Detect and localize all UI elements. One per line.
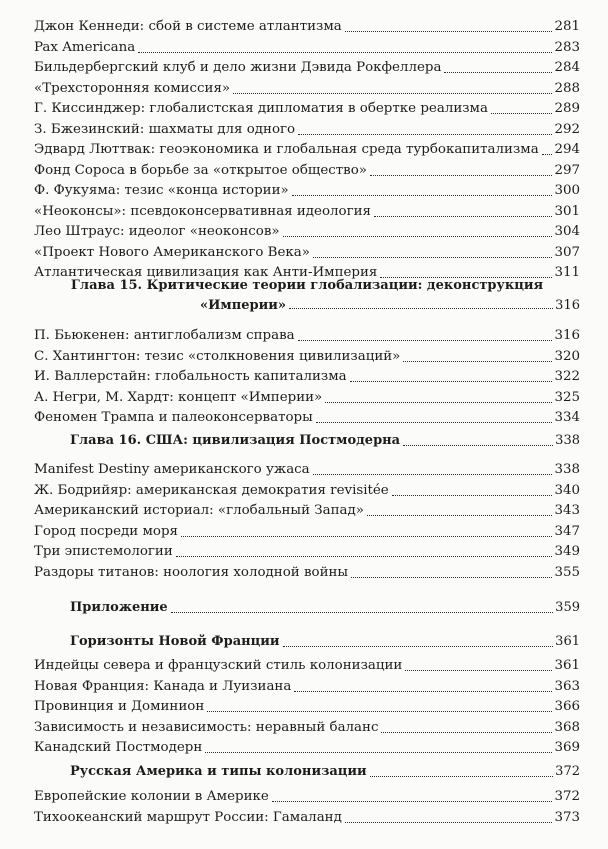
toc-entry-title: С. Хантингтон: тезис «столкновения цивилизаций» [34,348,401,364]
toc-entry-title: Ф. Фукуяма: тезис «конца истории» [34,183,289,198]
toc-entry-title: Европейские колонии в Америке [34,789,269,804]
toc-entry-title: Горизонты Новой Франции [70,634,280,649]
toc-entry-page: 338 [555,433,580,448]
toc-entry-title: Приложение [70,600,168,615]
toc-entry-page: 338 [554,462,580,477]
dot-leader [403,445,553,446]
toc-entry-page: 311 [554,265,580,280]
dot-leader [171,612,554,613]
toc-entry-title: Ж. Бодрийяр: американская демократия revisitée [34,482,389,498]
toc-entry-page: 288 [554,80,580,96]
toc-entry [34,403,580,427]
toc-entry-page: 307 [554,244,580,260]
toc-entry-page: 349 [554,544,580,559]
toc-entry-page: 369 [554,740,580,755]
toc-entry-title: Феномен Трампа и палеоконсерваторы [34,410,313,425]
toc-entry-page: 320 [554,348,580,364]
toc-entry-title: Город посреди моря [34,523,178,539]
toc-entry-page: 343 [554,503,580,518]
toc-entry-page: 300 [554,183,580,198]
toc-entry-page: 373 [554,809,580,825]
toc-entry-title: Фонд Сороса в борьбе за «открытое общество» [34,162,367,178]
toc-entry-page: 297 [554,162,580,178]
toc-heading [70,757,580,781]
toc-entry-title: З. Бжезинский: шахматы для одного [34,121,296,137]
toc-entry-page: 334 [554,410,580,425]
toc-entry-page: 292 [554,121,580,137]
toc-entry-title: Новая Франция: Канада и Луизиана [34,678,292,694]
toc-entry-page: 363 [554,678,580,694]
toc-entry-title: Провинция и Доминион [34,699,205,714]
dot-leader [351,577,552,578]
toc-entry-page: 304 [554,224,580,239]
toc-entry-title: А. Негри, М. Хардт: концепт «Империи» [34,389,323,405]
toc-entry-page: 372 [555,764,580,779]
toc-entry-title: «Неоконсы»: псевдоконсервативная идеология [34,203,371,219]
dot-leader [205,752,552,753]
toc-entry-page: 316 [555,298,580,313]
toc-entry-title: П. Бьюкенен: антиглобализм справа [34,328,295,343]
toc-entry-title: Джон Кеннеди: сбой в системе атлантизма [34,19,342,34]
toc-entry-title: Лео Штраус: идеолог «неоконсов» [34,224,280,239]
toc-entry-title: Бильдербергский клуб и дело жизни Дэвида Рокфеллера [34,60,442,75]
toc-entry-title: Канадский Постмодерн [34,740,203,755]
toc-entry-page: 361 [554,658,580,673]
toc-entry-page: 283 [554,39,580,55]
dot-leader [283,646,554,647]
toc-entry-title: Американский историал: «глобальный Запад» [34,503,364,518]
dot-leader [370,776,553,777]
toc-entry-title: Эдвард Люттвак: геоэкономика и глобальная среда турбокапитализма [34,142,539,157]
toc-entry-title: Зависимость и независимость: неравный баланс [34,719,379,735]
toc-entry-title: Индейцы севера и французский стиль колонизации [34,658,403,673]
dot-leader [289,308,553,309]
toc-entry-title: Три эпистемологии [34,544,173,559]
toc-entry [34,733,580,757]
toc-entry-title: Тихоокеанский маршрут России: Гамаланд [34,809,342,825]
toc-entry-title: «Трехсторонняя комиссия» [34,80,231,96]
toc-entry-page: 281 [554,19,580,34]
toc-entry-title: И. Валлерстайн: глобальность капитализма [34,369,347,384]
toc-entry-page: 289 [554,101,580,116]
toc-entry-page: 366 [554,699,580,714]
toc-entry-page: 372 [554,789,580,804]
toc-entry [34,558,580,582]
toc-entry-page: 347 [554,523,580,539]
toc-entry-title: Manifest Destiny американского ужаса [34,462,310,477]
toc-entry-title: Раздоры титанов: ноология холодной войны [34,564,349,580]
toc-entry-page: 340 [554,482,580,498]
toc-entry-page: 368 [554,719,580,735]
toc-entry-title: Атлантическая цивилизация как Анти-Империя [34,265,378,280]
toc-entry-title: «Проект Нового Американского Века» [34,244,310,260]
toc-entry-title: Глава 16. США: цивилизация Постмодерна [70,433,401,448]
toc-heading [70,426,580,450]
toc-entry-page: 301 [554,203,580,219]
toc-entry-page: 316 [554,328,580,343]
toc-entry-page: 361 [555,634,580,649]
toc-entry-title: Pax Americana [34,39,136,55]
toc-entry-title: Русская Америка и типы колонизации [70,764,367,779]
toc-heading [70,627,580,651]
toc-entry-page: 284 [554,60,580,75]
toc-entry-page: 325 [554,389,580,405]
chapter-15-title-line2 [200,298,580,313]
toc-entry-page: 355 [554,564,580,580]
dot-leader [316,422,553,423]
dot-leader [345,822,553,823]
toc-entry-page: 322 [554,369,580,384]
toc-entry-page: 294 [554,142,580,157]
toc-entry-title: «Империи» [200,298,286,313]
toc-entry [34,803,580,827]
toc-heading [70,593,580,617]
chapter-15-title-line1: Глава 15. Критические теории глобализации: деконструкция [70,278,544,293]
toc-entry-title: Г. Киссинджер: глобалистская дипломатия в обертке реализма [34,101,488,116]
toc-entry-page: 359 [555,600,580,615]
